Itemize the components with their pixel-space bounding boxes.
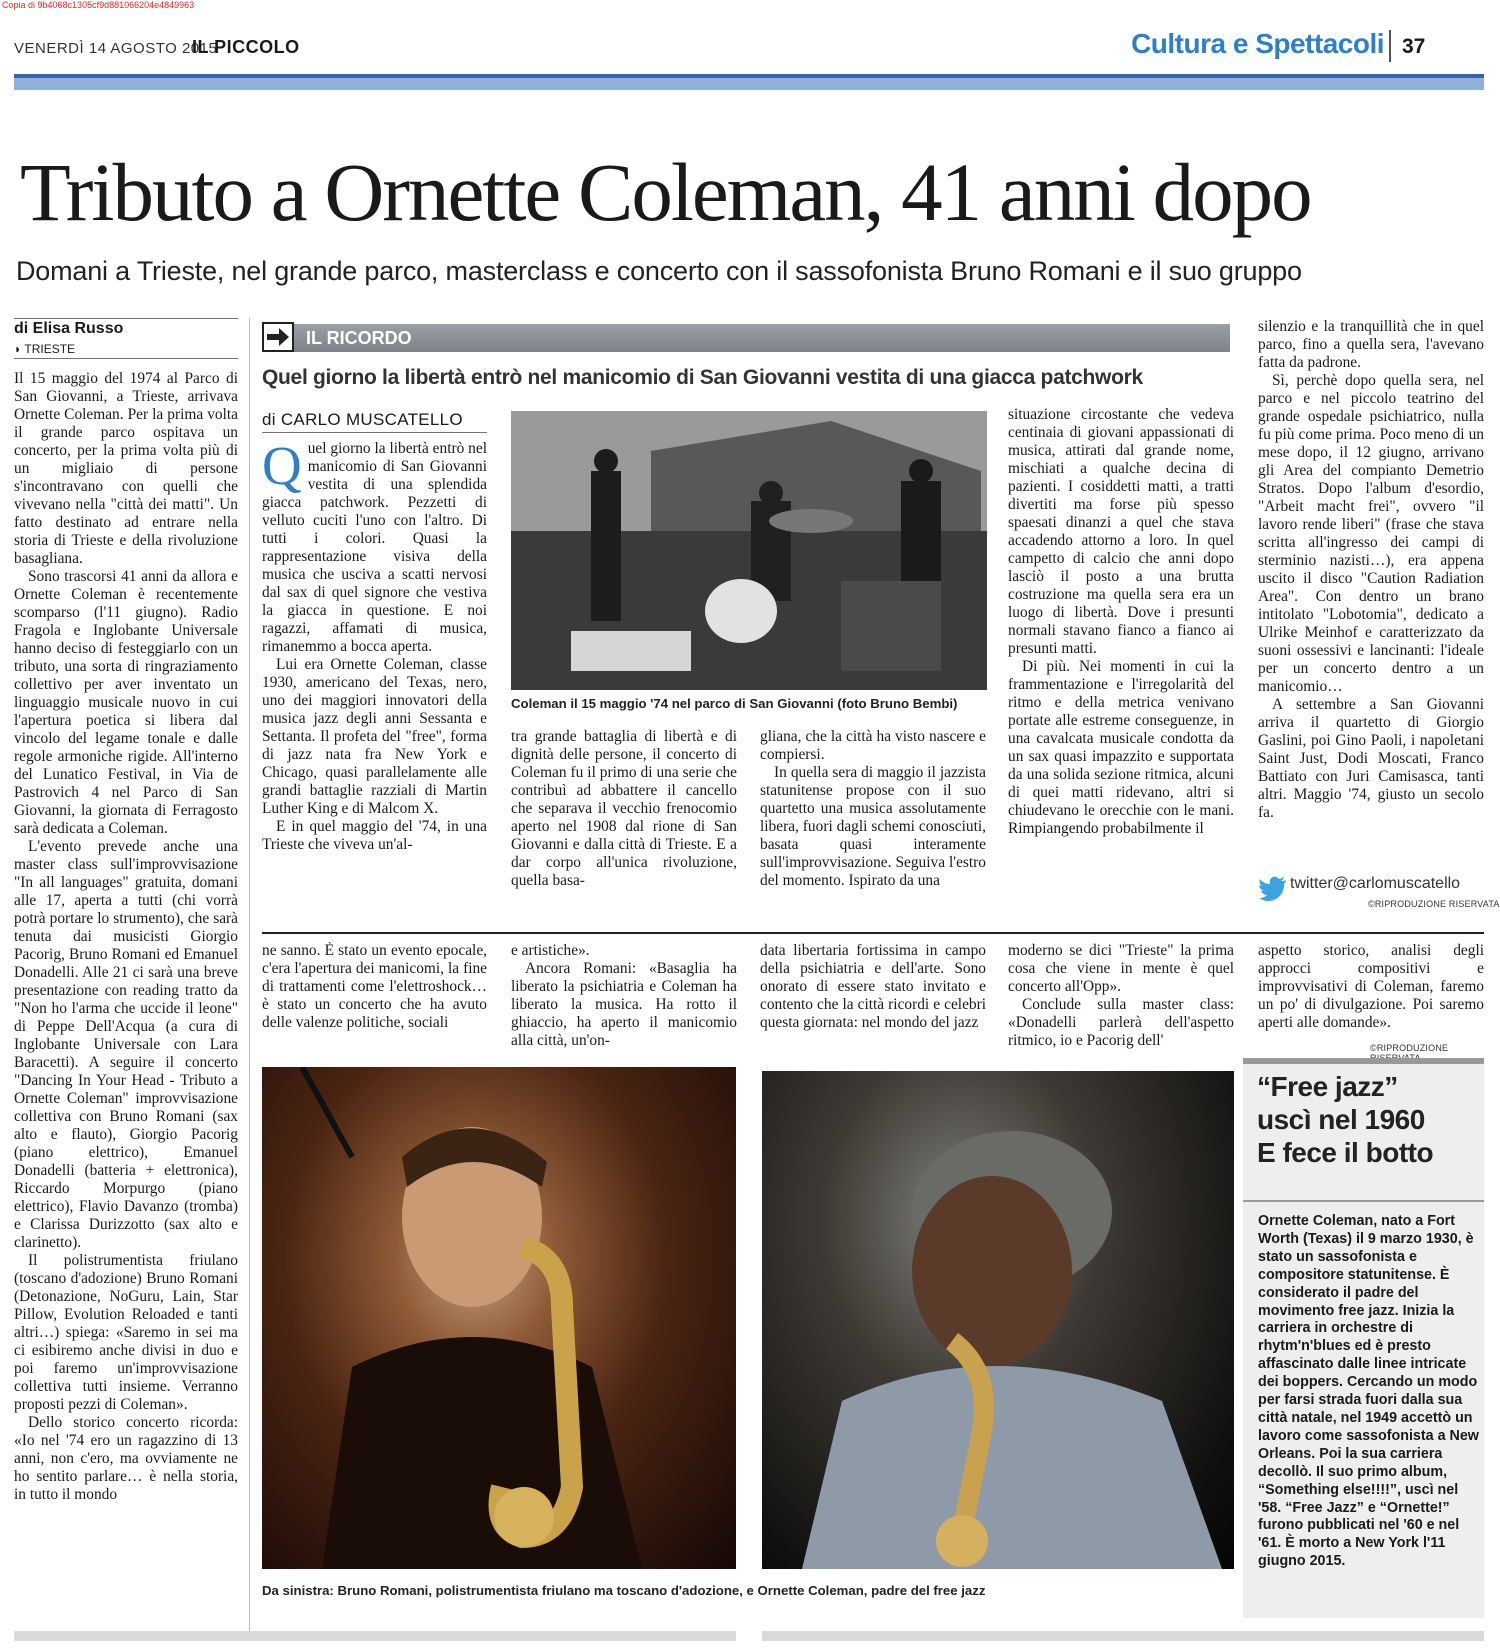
photo-ornette-coleman xyxy=(762,1071,1234,1569)
continuation-column-4 xyxy=(1008,942,1234,1064)
byline-rule xyxy=(262,432,487,433)
location xyxy=(14,342,75,356)
ricordo-column-4 xyxy=(1008,406,1234,928)
copyright-note: ©RIPRODUZIONE RISERVATA xyxy=(1368,899,1500,909)
continuation-column-3 xyxy=(760,942,986,1064)
arrow-box xyxy=(262,322,294,352)
paragraph: aspetto storico, analisi degli approcci compositivi e improvvisativi di Coleman, faremo un po' di divulgazione. Poi saremo aperti alle domande». xyxy=(1258,942,1484,1031)
sidebox-headline xyxy=(1257,1070,1433,1169)
bottom-bar-right xyxy=(762,1631,1484,1641)
ricordo-byline: di CARLO MUSCATELLO xyxy=(262,410,463,429)
bottom-bar-left xyxy=(14,1631,736,1641)
paragraph: E in quel maggio del '74, in una Trieste che viveva un'al- xyxy=(262,818,487,853)
paragraph: A settembre a San Giovanni arriva il quartetto di Giorgio Gaslini, poi Gino Paoli, i napoletani Saint Just, Dodi Moscati, Franco Battiato con Juri Camisasca, tanti altri. Maggio '74, giusto un secolo fa. xyxy=(1258,696,1484,821)
ricordo-column-5 xyxy=(1258,318,1484,878)
paragraph: Di più. Nei momenti in cui la frammentazione e l'irregolarità del ritmo e della metrica venivano portate alle estreme conseguenze, in una cavalcata musicale condotta da un sax quasi impazzito e supportata da una solida sezione ritmica, alcuni di quei matti ridevano, altri si chiudevano le orecchie con le mani. Rimpiangendo probabilmente il xyxy=(1008,658,1234,837)
main-article-column xyxy=(14,370,238,1632)
column-rule xyxy=(249,318,250,1632)
paragraph: data libertaria fortissima in campo della psichiatria e dell'arte. Sono onorato di essere stato invitato e contento che la città ricordi e celebri questa giornata: nel mondo del jazz xyxy=(760,942,986,1031)
newspaper-name: IL PICCOLO xyxy=(192,37,300,57)
paragraph-text: uel giorno la libertà entrò nel manicomio di San Giovanni vestita di una splendida giacca patchwork. Pezzetti di velluto cuciti l'uno con l'altro. Di tutti i colori. Quasi la rappresentazione visiva della musica che usciva a scatti nervosi dal sax di quel signore che vestiva la giacca in questione. E noi ragazzi, affamati di musica, rimanemmo a bocca aperta. xyxy=(262,440,487,655)
sidebox-top-rule xyxy=(1243,1058,1484,1064)
paragraph: Lui era Ornette Coleman, classe 1930, americano del Texas, nero, uno dei maggiori innovatori della musica jazz degli anni Sessanta e Settanta. Il profeta del "free", forma di jazz nata fra New York e Chicago, quasi parallelamente alle grandi battaglie razziali di Martin Luther King e di Malcom X. xyxy=(262,656,487,817)
subheadline: Domani a Trieste, nel grande parco, masterclass e concerto con il sassofonista Bruno Romani e il suo gruppo xyxy=(16,256,1302,286)
copy-stamp: Copia di 9b4068c1305cf9d881066204e4849963 xyxy=(2,0,195,10)
location-text: TRIESTE xyxy=(24,342,76,356)
paragraph: Il polistrumentista friulano (toscano d'adozione) Bruno Romani (Detonazione, NoGuru, Lain, Star Pillow, Evolution Reloaded e tanti altri…) spiega: «Saremo in sei ma ci esibiremo anche divisi in duo e poi faremo un'improvvisazione collettiva tutti insieme. Verranno proposti pezzi di Coleman». xyxy=(14,1252,238,1413)
sidebox-headline-line: E fece il botto xyxy=(1257,1137,1434,1168)
bottom-caption: Da sinistra: Bruno Romani, polistrumentista friulano ma toscano d'adozione, e Ornette Coleman, padre del free jazz xyxy=(262,1583,986,1598)
ricordo-column-2 xyxy=(511,728,737,928)
twitter-bird-icon xyxy=(1258,876,1288,902)
paragraph: Dello storico concerto ricorda: «Io nel '74 ero un ragazzino di 13 anni, non c'ero, ma ovviamente ne ho sentito parlare… è nella storia, in tutto il mondo xyxy=(14,1414,238,1503)
ricordo-column-3 xyxy=(760,728,986,928)
page-number: 37 xyxy=(1402,35,1426,58)
paragraph: Il 15 maggio del 1974 al Parco di San Giovanni, a Trieste, arrivava Ornette Coleman. Per la prima volta il grande parco ospitava un concerto, per la prima volta più di un migliaio di persone s'incontravano con quelli che vivevano nella "città dei matti". Un fatto destinato ad entrare nella storia di Trieste e della rivoluzione basagliana. xyxy=(14,370,238,567)
paragraph: Sì, perchè dopo quella sera, nel parco e nel piccolo teatrino del grande ospedale psichiatrico, nulla fu più come prima. Poco meno di un mese dopo, il 12 giugno, arrivano gli Area del compianto Demetrio Stratos. Dopo l'album d'esordio, "Arbeit macht frei", ovvero "il lavoro rende liberi" (frase che stava scritta all'ingresso dei campi di sterminio nazisti…), era appena uscito il disco "Caution Radiation Area". Con dentro un brano intitolato "Lobotomia", dedicato a Ulrike Meinhof e caratterizzato da suoni ossessivi e lancinanti: l'ideale per un concerto dentro a un manicomio… xyxy=(1258,372,1484,695)
paragraph: moderno se dici "Trieste" la prima cosa che viene in mente è quel concerto all'Opp». xyxy=(1008,942,1234,995)
sidebox-divider xyxy=(1243,1200,1484,1202)
paragraph: situazione circostante che vedeva centinaia di giovani appassionati di musica, attirati dal grande nome, mischiati a qualche decina di pazienti. I cosiddetti matti, a tratti divertiti ma forse più spesso spaesati dinanzi a quel che stava accadendo attorno a loro. In quel campetto di calcio che anni dopo lasciò il posto a una brutta costruzione ma quella sera era un luogo di libertà. Dove i presunti normali stavano fianco a fianco ai presunti matti. xyxy=(1008,406,1234,657)
header-divider xyxy=(1389,30,1391,62)
ricordo-label: IL RICORDO xyxy=(306,328,412,348)
saxophonist-illustration xyxy=(762,1071,1234,1569)
paragraph: silenzio e la tranquillità che in quel parco, fino a quella sera, l'avevano fatta da padrone. xyxy=(1258,318,1484,371)
sidebox-headline-line: “Free jazz” xyxy=(1257,1071,1398,1102)
section-title: Cultura e Spettacoli xyxy=(1131,28,1384,59)
concert-photo-illustration xyxy=(511,411,987,690)
header-bar xyxy=(14,74,1484,90)
photo-caption: Coleman il 15 maggio '74 nel parco di San Giovanni (foto Bruno Bembi) xyxy=(511,696,958,711)
section-divider xyxy=(262,932,1484,934)
saxophonist-illustration xyxy=(262,1067,736,1569)
paragraph: Ancora Romani: «Basaglia ha liberato la psichiatria e Coleman ha liberato la musica. Ha rotto il ghiaccio, ha aperto il manicomio alla città, un'on- xyxy=(511,960,737,1049)
paragraph: ne sanno. È stato un evento epocale, c'era l'apertura dei manicomi, la fine di trattamenti come l'elettroshock… è stato un concerto che ha avuto delle valenze politiche, sociali xyxy=(262,942,487,1031)
paragraph: Sono trascorsi 41 anni da allora e Ornette Coleman è recentemente scomparso (l'11 giugno). Radio Fragola e Inglobante Universale hanno deciso di festeggiarlo con un tributo, una sorta di ringraziamento collettivo per aver inventato un linguaggio musicale nuovo in cui l'apertura poetica si libera dal vincolo del legame tonale e dalle regole armoniche rigide. All'interno del Lunatico Festival, in Via de Pastrovich 4 nel Parco di San Giovanni, la giornata di Ferragosto sarà dedicata a Coleman. xyxy=(14,568,238,837)
sidebox-headline-line: uscì nel 1960 xyxy=(1257,1104,1425,1135)
location-marker-icon: ◗ xyxy=(14,342,25,356)
continuation-column-2 xyxy=(511,942,737,1064)
twitter-handle: twitter@carlomuscatello xyxy=(1290,875,1461,892)
paragraph: tra grande battaglia di libertà e di dignità delle persone, il concerto di Coleman fu il primo di una serie che contribuì ad abbattere il cancello che separava il vecchio frenocomio aperto nel 1908 dal rione di San Giovanni e dalla città di Trieste. E a dar corpo all'unica rivoluzione, quella basa- xyxy=(511,728,737,889)
dropcap: Q xyxy=(262,440,302,496)
paragraph: L'evento prevede anche una master class sull'improvvisazione "In all languages" gratuita, domani alle 17, aperta a tutti (chi vorrà potrà portare lo strumento), che sarà tenuta dai musicisti Giorgio Pacorig, Bruno Romani ed Emanuel Donadelli. Alle 21 ci sarà una breve presentazione con reading tratto da "Non ho l'arma che uccide il leone" di Peppe Dell'Acqua (a cura di Inglobante Universale con Lara Baracetti). A seguire il concerto "Dancing In Your Head - Tributo a Ornette Coleman" improvvisazione collettiva con Bruno Romani (sax alto e flauto), Giorgio Pacorig (piano elettrico), Emanuel Donadelli (batteria + elettronica), Riccardo Morpurgo (piano elettrico), Flavio Davanzo (tromba) e Clarissa Durizzotto (sax alto e clarinetto). xyxy=(14,838,238,1251)
location-rule xyxy=(14,358,238,359)
paragraph: gliana, che la città ha visto nascere e compiersi. xyxy=(760,728,986,763)
ricordo-column-1 xyxy=(262,440,487,928)
issue-date: VENERDÌ 14 AGOSTO 2015 xyxy=(14,40,218,57)
ricordo-subhead: Quel giorno la libertà entrò nel manicomio di San Giovanni vestita di una giacca patchwork xyxy=(262,366,1143,389)
photo-coleman-1974 xyxy=(511,411,987,690)
paragraph: e artistiche». xyxy=(511,942,590,959)
paragraph: Conclude sulla master class: «Donadelli parlerà dell'aspetto ritmico, io e Pacorig dell' xyxy=(1008,996,1234,1049)
byline-rule xyxy=(14,318,238,319)
sidebox-text: Ornette Coleman, nato a Fort Worth (Texas) il 9 marzo 1930, è stato un sassofonista e compositore statunitense. È considerato il padre del movimento free jazz. Inizia la carriera in orchestre di rhytm'n'blues ed è presto affascinato dalle linee intricate dei boppers. Cercando un modo per farsi strada fuori dalla sua città natale, nel 1949 accettò un lavoro come sassofonista a New Orleans. Poi la sua carriera decollò. Il suo primo album, “Something else!!!!”, uscì nel '58. “Free Jazz” e “Ornette!” furono pubblicati nel '60 e nel '61. È morto a New York l'11 giugno 2015. xyxy=(1258,1213,1479,1570)
copyright-note: ©RIPRODUZIONE xyxy=(1370,1043,1449,1053)
continuation-column-1 xyxy=(262,942,487,1064)
continuation-column-5 xyxy=(1258,942,1484,1038)
headline: Tributo a Ornette Coleman, 41 anni dopo xyxy=(20,146,1311,238)
byline: di Elisa Russo xyxy=(14,320,124,337)
paragraph: In quella sera di maggio il jazzista statunitense propose con il suo quartetto una musica assolutamente libera, fuori dagli schemi conosciuti, basata quasi interamente sull'improvvisazione. Seguiva l'estro del momento. Ispirato da una xyxy=(760,764,986,889)
paragraph xyxy=(262,440,487,656)
arrow-right-icon xyxy=(264,324,292,350)
photo-bruno-romani xyxy=(262,1067,736,1569)
